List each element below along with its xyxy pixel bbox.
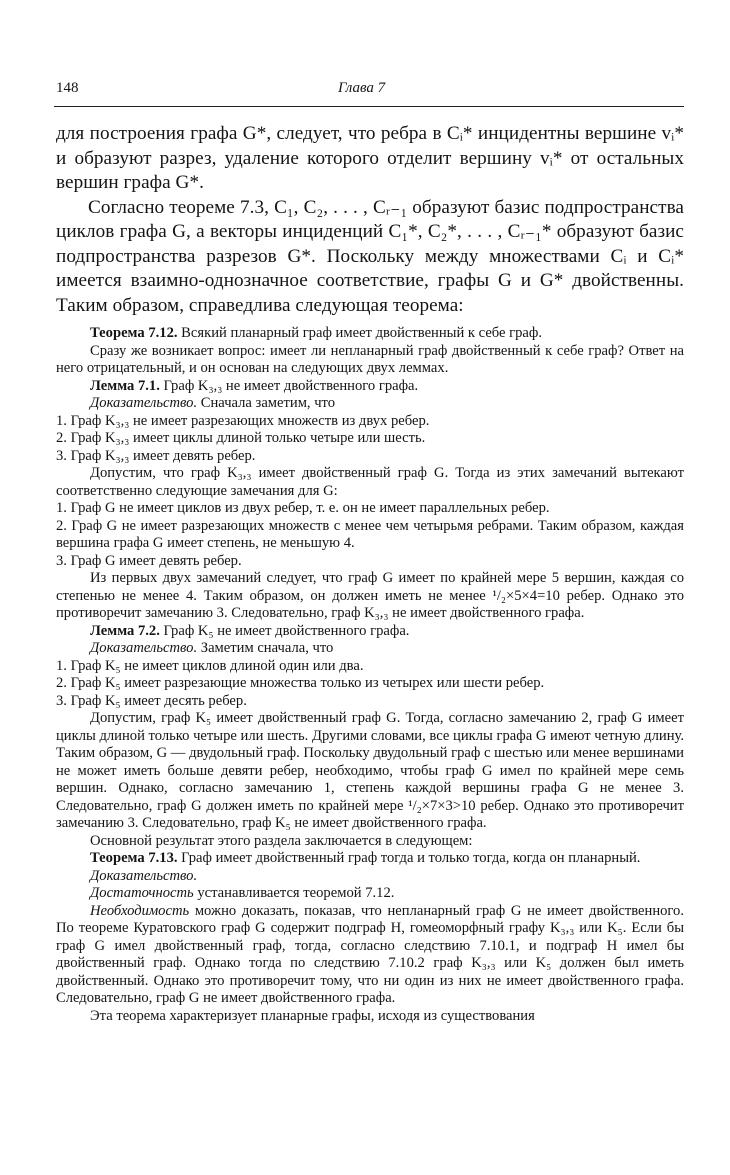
g-remark-1: 1. Граф G не имеет циклов из двух ребер, т. е. он не имеет параллельных ребер. — [56, 500, 550, 516]
theorem-7-12-text: Всякий планарный граф имеет двойственный к себе граф. — [177, 325, 543, 341]
proof-label: Доказательство. — [90, 640, 198, 656]
intro-paragraph-1: для построения графа G*, следует, что ребра в Cᵢ* инцидентны вершине vᵢ* и образуют разрез, удаление которого отделит вершину vᵢ* от остальных вершин графа G*. — [56, 123, 684, 193]
main-result-paragraph: Основной результат этого раздела заключается в следующем: — [90, 832, 473, 849]
theorem-7-13-text: Граф имеет двойственный граф тогда и только тогда, когда он планарный. — [177, 850, 641, 866]
lemma-2-remark-3: 3. Граф K₅ имеет десять ребер. — [56, 692, 247, 709]
lemma-1-remark-1: 1. Граф K₃,₃ не имеет разрезающих множеств из двух ребер. — [56, 412, 430, 429]
running-header — [56, 80, 682, 104]
lemma-7-1-text: Граф K₃,₃ не имеет двойственного графа. — [159, 377, 419, 394]
first-two-paragraph: Из первых двух замечаний следует, что граф G имеет по крайней мере 5 вершин, каждая со степенью не менее 4. Таким образом, он должен иметь не менее ¹/₂×5×4=10 ребер. Однако это противоречит замечанию 3. Следовательно, граф K₃,₃ не имеет двойственного графа. — [56, 570, 684, 621]
proof-label: Доказательство. — [90, 867, 198, 884]
proof-3-label — [56, 868, 684, 886]
necessity-text: можно доказать, показав, что непланарный граф G не имеет двойственного. По теореме Куратовского граф G содержит подграф H, гомеоморфный графу K₃,₃ или K₅. Если бы граф G имел двойственный граф, тогда, согласно следствию 7.10.1, и подграф H имел бы двойственный граф. Однако тогда по следствию 7.10.2 граф K₃,₃ или K₅ должен был иметь двойственный. Однако это противоречит тому, что ни один из них не имеет двойственного графа. Следовательно, граф G не имеет двойственного графа. — [56, 902, 684, 1006]
intro-block — [56, 122, 684, 318]
theorem-7-12 — [56, 325, 684, 343]
proof-2-intro-text: Заметим сначала, что — [197, 640, 334, 656]
lemma-7-2-text: Граф K₅ не имеет двойственного графа. — [159, 622, 410, 639]
sufficiency-text: устанавливается теоремой 7.12. — [193, 885, 395, 901]
lemma-2-remark-1: 1. Граф K₅ не имеет циклов длиной один или два. — [56, 657, 364, 674]
lemma-7-1-label: Лемма 7.1. — [90, 377, 160, 394]
proof-1-intro-text: Сначала заметим, что — [197, 395, 336, 411]
necessity-paragraph — [56, 903, 684, 1008]
chapter-title: Глава 7 — [338, 80, 386, 96]
lemma-7-2 — [56, 623, 684, 641]
proof-1-intro — [56, 395, 684, 413]
small-print-block — [56, 325, 684, 1025]
theorem-7-13-label: Теорема 7.13. — [90, 850, 178, 866]
proof-2-intro — [56, 640, 684, 658]
sufficiency-paragraph — [56, 885, 684, 903]
lemma-7-1 — [56, 378, 684, 396]
question-paragraph: Сразу же возникает вопрос: имеет ли непланарный граф двойственный к себе граф? Ответ на него отрицательный, и он основан на следующих двух леммах. — [56, 342, 684, 376]
necessity-label: Необходимость — [90, 902, 190, 919]
lemma-7-2-label: Лемма 7.2. — [90, 622, 160, 639]
assume-paragraph-1: Допустим, что граф K₃,₃ имеет двойственный граф G. Тогда из этих замечаний вытекают соответственно следующие замечания для G: — [56, 465, 684, 499]
lemma-1-remark-3: 3. Граф K₃,₃ имеет девять ребер. — [56, 447, 256, 464]
lemma-1-remark-2: 2. Граф K₃,₃ имеет циклы длиной только четыре или шесть. — [56, 430, 426, 446]
assume-paragraph-2: Допустим, граф K₅ имеет двойственный граф G. Тогда, согласно замечанию 2, граф G имеет циклы длиной только четыре или шесть. Другими словами, все циклы графа G имеют четную длину. Таким образом, G — двудольный граф. Поскольку двудольный граф с шестью или менее вершинами не может иметь больше девяти ребер, необходимо, чтобы граф G имел по крайней мере семь вершин. Однако, согласно замечанию 1, степень каждой вершины графа G не менее 3. Следовательно, граф G должен иметь по крайней мере ¹/₂×7×3>10 ребер. Однако это противоречит замечанию 3. Следовательно, граф K₅ не имеет двойственного графа. — [56, 710, 684, 831]
proof-label: Доказательство. — [90, 395, 198, 411]
theorem-7-12-label: Теорема 7.12. — [90, 325, 178, 341]
page-number: 148 — [56, 80, 79, 96]
theorem-7-13 — [56, 850, 684, 868]
g-remark-3: 3. Граф G имеет девять ребер. — [56, 552, 242, 569]
header-rule — [54, 106, 684, 107]
last-paragraph: Эта теорема характеризует планарные графы, исходя из существования — [90, 1007, 535, 1024]
lemma-2-remark-2: 2. Граф K₅ имеет разрезающие множества только из четырех или шести ребер. — [56, 675, 545, 691]
g-remark-2: 2. Граф G не имеет разрезающих множеств с менее чем четырьмя ребрами. Таким образом, каждая вершина графа G имеет степень, не меньшую 4. — [56, 517, 684, 551]
sufficiency-label: Достаточность — [90, 885, 194, 901]
intro-paragraph-2: Согласно теореме 7.3, C₁, C₂, . . . , Cᵣ₋₁ образуют базис подпространства циклов графа G, а векторы инциденций C₁*, C₂*, . . . , Cᵣ₋₁* образуют базис подпространства разрезов G*. Поскольку между множествами Cᵢ и Cᵢ* имеется взаимно-однозначное соответствие, графы G и G* двойственны. Таким образом, справедлива следующая теорема: — [56, 196, 684, 316]
